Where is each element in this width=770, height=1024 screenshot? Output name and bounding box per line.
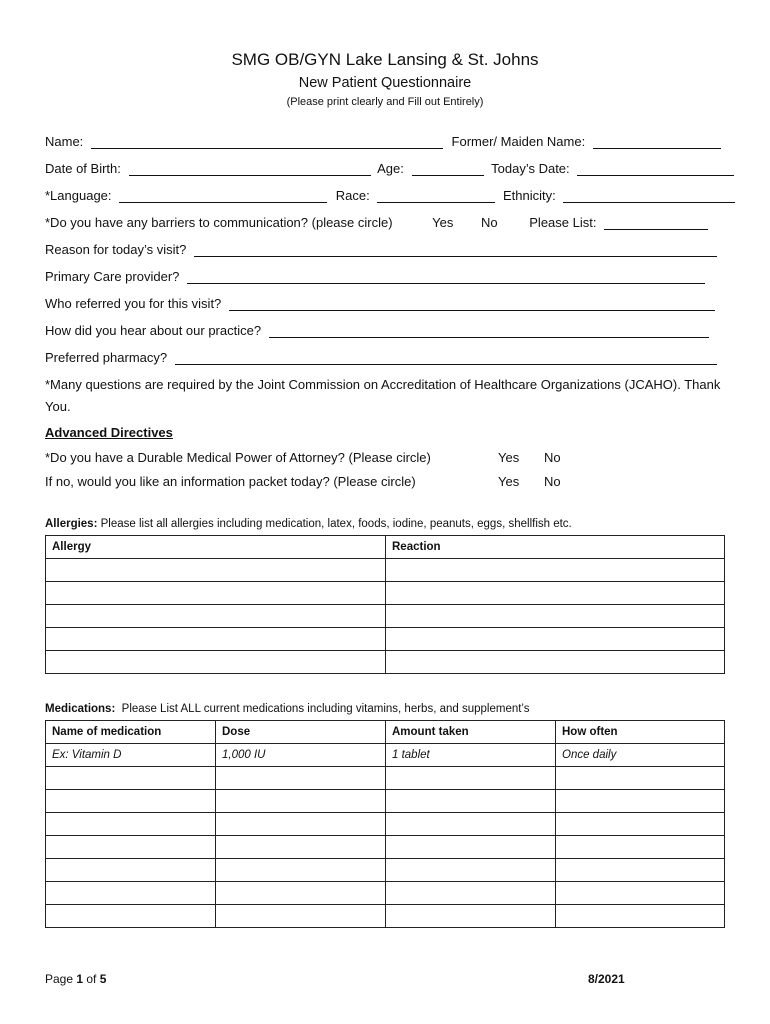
table-row — [46, 767, 725, 790]
form-instruction: (Please print clearly and Fill out Entirely) — [286, 96, 484, 108]
table-row — [46, 836, 725, 859]
table-row — [46, 582, 725, 605]
reaction-cell[interactable] — [386, 605, 725, 628]
dose-cell[interactable] — [216, 836, 386, 859]
medications-title: Medications: — [45, 703, 116, 715]
example-amount: 1 tablet — [386, 744, 556, 767]
allergy-column-header: Allergy — [46, 536, 386, 559]
allergy-cell[interactable] — [46, 651, 386, 674]
dose-cell[interactable] — [216, 905, 386, 928]
hear-field[interactable] — [269, 322, 709, 338]
dob-row — [45, 159, 734, 179]
med-name-cell[interactable] — [46, 767, 216, 790]
hear-row — [45, 321, 709, 341]
packet-no-option[interactable]: No — [544, 474, 561, 489]
former-name-field[interactable] — [593, 133, 721, 149]
allergy-cell[interactable] — [46, 605, 386, 628]
language-row — [45, 186, 735, 206]
amount-column-header: Amount taken — [386, 721, 556, 744]
advanced-directives-heading: Advanced Directives — [45, 425, 173, 440]
poa-question: *Do you have a Durable Medical Power of Attorney? (Please circle) — [45, 450, 431, 465]
med-name-cell[interactable] — [46, 813, 216, 836]
med-name-column-header: Name of medication — [46, 721, 216, 744]
age-field[interactable] — [412, 160, 484, 176]
dose-cell[interactable] — [216, 767, 386, 790]
jcaho-note: *Many questions are required by the Joint Commission on Accreditation of Healthcare Organizations (JCAHO). Thank You. — [45, 377, 721, 414]
page-of: of — [83, 972, 100, 986]
page-current: 1 — [76, 972, 84, 986]
hear-label: How did you hear about our practice? — [45, 323, 262, 338]
poa-no-option[interactable]: No — [544, 450, 561, 465]
amount-cell[interactable] — [386, 836, 556, 859]
table-row — [46, 628, 725, 651]
table-row — [46, 790, 725, 813]
allergies-table — [45, 535, 725, 674]
language-label: *Language: — [45, 188, 112, 203]
medications-table — [45, 720, 725, 928]
name-field[interactable] — [91, 133, 443, 149]
allergy-cell[interactable] — [46, 582, 386, 605]
barriers-no-option[interactable]: No — [481, 215, 498, 230]
page-number — [45, 972, 106, 986]
amount-cell[interactable] — [386, 905, 556, 928]
form-title: SMG OB/GYN Lake Lansing & St. Johns — [231, 50, 539, 69]
name-label: Name: — [45, 134, 84, 149]
med-name-cell[interactable] — [46, 905, 216, 928]
reason-label: Reason for today’s visit? — [45, 242, 187, 257]
allergies-instruction: Please list all allergies including medication, latex, foods, iodine, peanuts, eggs, shellfish etc. — [97, 518, 572, 530]
dose-column-header: Dose — [216, 721, 386, 744]
med-name-cell[interactable] — [46, 836, 216, 859]
pharmacy-field[interactable] — [175, 349, 717, 365]
amount-cell[interactable] — [386, 767, 556, 790]
reaction-cell[interactable] — [386, 559, 725, 582]
reaction-cell[interactable] — [386, 582, 725, 605]
age-label: Age: — [377, 161, 404, 176]
how-often-cell[interactable] — [556, 767, 725, 790]
table-row — [46, 859, 725, 882]
name-row — [45, 132, 721, 152]
how-often-cell[interactable] — [556, 905, 725, 928]
former-name-label: Former/ Maiden Name: — [451, 134, 586, 149]
amount-cell[interactable] — [386, 790, 556, 813]
table-row — [46, 605, 725, 628]
example-how-often: Once daily — [556, 744, 725, 767]
table-row — [46, 905, 725, 928]
packet-yes-option[interactable]: Yes — [498, 474, 520, 489]
table-row — [46, 721, 725, 744]
reason-field[interactable] — [194, 241, 717, 257]
barriers-question: *Do you have any barriers to communication? (please circle) — [45, 215, 393, 230]
how-often-cell[interactable] — [556, 882, 725, 905]
please-list-label: Please List: — [529, 215, 597, 230]
form-subtitle: New Patient Questionnaire — [298, 75, 472, 91]
amount-cell[interactable] — [386, 859, 556, 882]
reason-row — [45, 240, 717, 260]
med-name-cell[interactable] — [46, 882, 216, 905]
packet-question: If no, would you like an information packet today? (Please circle) — [45, 474, 416, 489]
allergies-title: Allergies: — [45, 518, 98, 530]
reaction-column-header: Reaction — [386, 536, 725, 559]
med-name-cell[interactable] — [46, 790, 216, 813]
how-often-cell[interactable] — [556, 790, 725, 813]
barriers-row — [45, 213, 708, 233]
dob-field[interactable] — [129, 160, 371, 176]
table-row — [46, 882, 725, 905]
dob-label: Date of Birth: — [45, 161, 121, 176]
how-often-cell[interactable] — [556, 813, 725, 836]
pcp-row — [45, 267, 705, 287]
dose-cell[interactable] — [216, 882, 386, 905]
pcp-label: Primary Care provider? — [45, 269, 180, 284]
page-prefix: Page — [45, 972, 77, 986]
dose-cell[interactable] — [216, 859, 386, 882]
referred-label: Who referred you for this visit? — [45, 296, 222, 311]
allergy-cell[interactable] — [46, 628, 386, 651]
table-row — [46, 536, 725, 559]
race-label: Race: — [335, 188, 370, 203]
pcp-field[interactable] — [187, 268, 705, 284]
example-med-name: Ex: Vitamin D — [46, 744, 216, 767]
todays-date-label: Today’s Date: — [491, 161, 570, 176]
reaction-cell[interactable] — [386, 651, 725, 674]
todays-date-field[interactable] — [577, 160, 734, 176]
amount-cell[interactable] — [386, 882, 556, 905]
referred-field[interactable] — [229, 295, 715, 311]
example-dose: 1,000 IU — [216, 744, 386, 767]
medications-instruction: Please List ALL current medications including vitamins, herbs, and supplement’s — [115, 703, 530, 715]
poa-yes-option[interactable]: Yes — [498, 450, 520, 465]
table-row — [46, 744, 725, 767]
med-name-cell[interactable] — [46, 859, 216, 882]
page-total: 5 — [99, 972, 107, 986]
ethnicity-label: Ethnicity: — [502, 188, 556, 203]
revision-date: 8/2021 — [588, 972, 625, 986]
reaction-cell[interactable] — [386, 628, 725, 651]
race-field[interactable] — [377, 187, 495, 203]
dose-cell[interactable] — [216, 790, 386, 813]
pharmacy-row — [45, 348, 717, 368]
please-list-field[interactable] — [604, 214, 708, 230]
how-often-cell[interactable] — [556, 836, 725, 859]
referred-row — [45, 294, 715, 314]
dose-cell[interactable] — [216, 813, 386, 836]
pharmacy-label: Preferred pharmacy? — [45, 350, 168, 365]
allergies-label — [45, 518, 572, 530]
table-row — [46, 559, 725, 582]
table-row — [46, 813, 725, 836]
amount-cell[interactable] — [386, 813, 556, 836]
how-often-cell[interactable] — [556, 859, 725, 882]
language-field[interactable] — [119, 187, 327, 203]
medications-label — [45, 703, 530, 715]
how-often-column-header: How often — [556, 721, 725, 744]
ethnicity-field[interactable] — [563, 187, 735, 203]
table-row — [46, 651, 725, 674]
barriers-yes-option[interactable]: Yes — [432, 215, 454, 230]
allergy-cell[interactable] — [46, 559, 386, 582]
